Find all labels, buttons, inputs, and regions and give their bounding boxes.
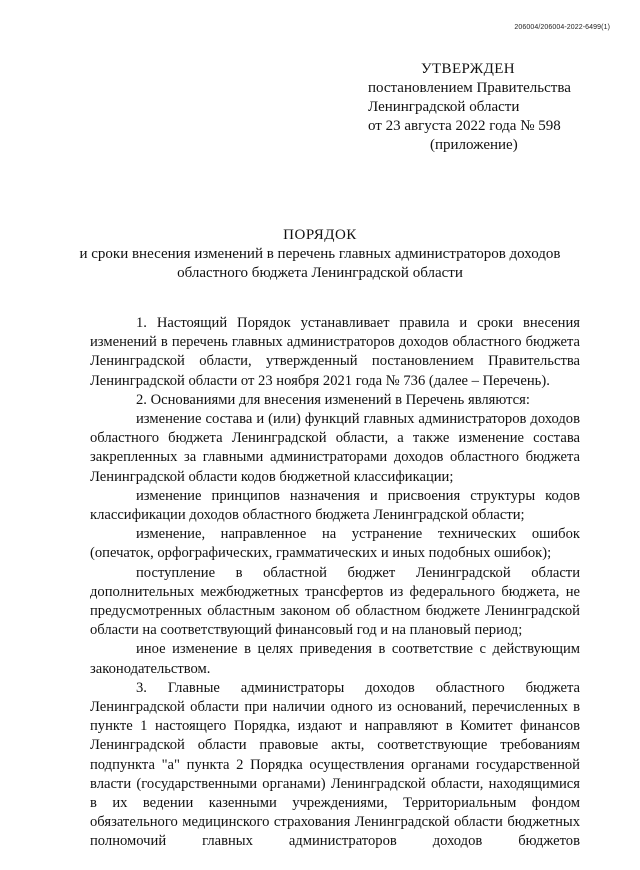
document-title-block: [60, 226, 580, 283]
approval-line-1: постановлением Правительства: [368, 80, 571, 96]
paragraph-2-item-5: иное изменение в целях приведения в соответствие с действующим законодательством.: [90, 641, 580, 677]
document-subtitle-line-2: областного бюджета Ленинградской области: [177, 265, 463, 281]
approval-line-3: от 23 августа 2022 года № 598: [368, 118, 561, 134]
approval-line-2: Ленинградской области: [368, 99, 520, 115]
document-code: 206004/206004-2022-6499(1): [514, 24, 610, 31]
paragraph-3: 3. Главные администраторы доходов областного бюджета Ленинградской области при наличии одного из оснований, перечисленных в пункте 1 настоящего Порядка, издают и направляют в Комитет финансов Ленинградской области правовые акты, соответствующие требованиям подпункта "а" пункта 2 Порядка осуществления органами государственной власти (государственными органами) Ленинградской области, находящимися в их ведении казенными учреждениями, Территориальным фондом обязательного медицинского страхования Ленинградской области бюджетных полномочий главных администраторов доходов бюджетов: [90, 679, 580, 850]
paragraph-1: 1. Настоящий Порядок устанавливает правила и сроки внесения изменений в перечень главных администраторов доходов областного бюджета Ленинградской области, утвержденный постановлением Правительства Ленинградской области от 23 ноября 2021 года № 736 (далее – Перечень).: [90, 315, 580, 389]
paragraph-2-item-1: изменение состава и (или) функций главных администраторов доходов областного бюджета Ленинградской области, а также изменение состава закрепленных за главными администраторами доходов областного бюджета Ленинградской области кодов бюджетной классификации;: [90, 411, 580, 485]
approval-appendix: (приложение): [430, 137, 518, 153]
document-title: ПОРЯДОК: [283, 227, 357, 243]
paragraph-2-item-4: поступление в областной бюджет Ленинградской области дополнительных межбюджетных трансфертов из федерального бюджета, не предусмотренных областным законом об областном бюджете Ленинградской области на соответствующий финансовый год и на плановый период;: [90, 564, 580, 639]
document-body: [90, 314, 580, 852]
paragraph-2: 2. Основаниями для внесения изменений в Перечень являются:: [136, 391, 530, 408]
approval-heading: УТВЕРЖДЕН: [420, 61, 516, 77]
paragraph-2-item-2: изменение принципов назначения и присвоения структуры кодов классификации доходов областного бюджета Ленинградской области;: [90, 487, 580, 524]
paragraph-2-item-3: изменение, направленное на устранение технических ошибок (опечаток, орфографических, грамматических и иных подобных ошибок);: [90, 526, 580, 562]
document-subtitle-line-1: и сроки внесения изменений в перечень главных администраторов доходов: [79, 246, 561, 262]
approval-stamp: [368, 60, 571, 155]
